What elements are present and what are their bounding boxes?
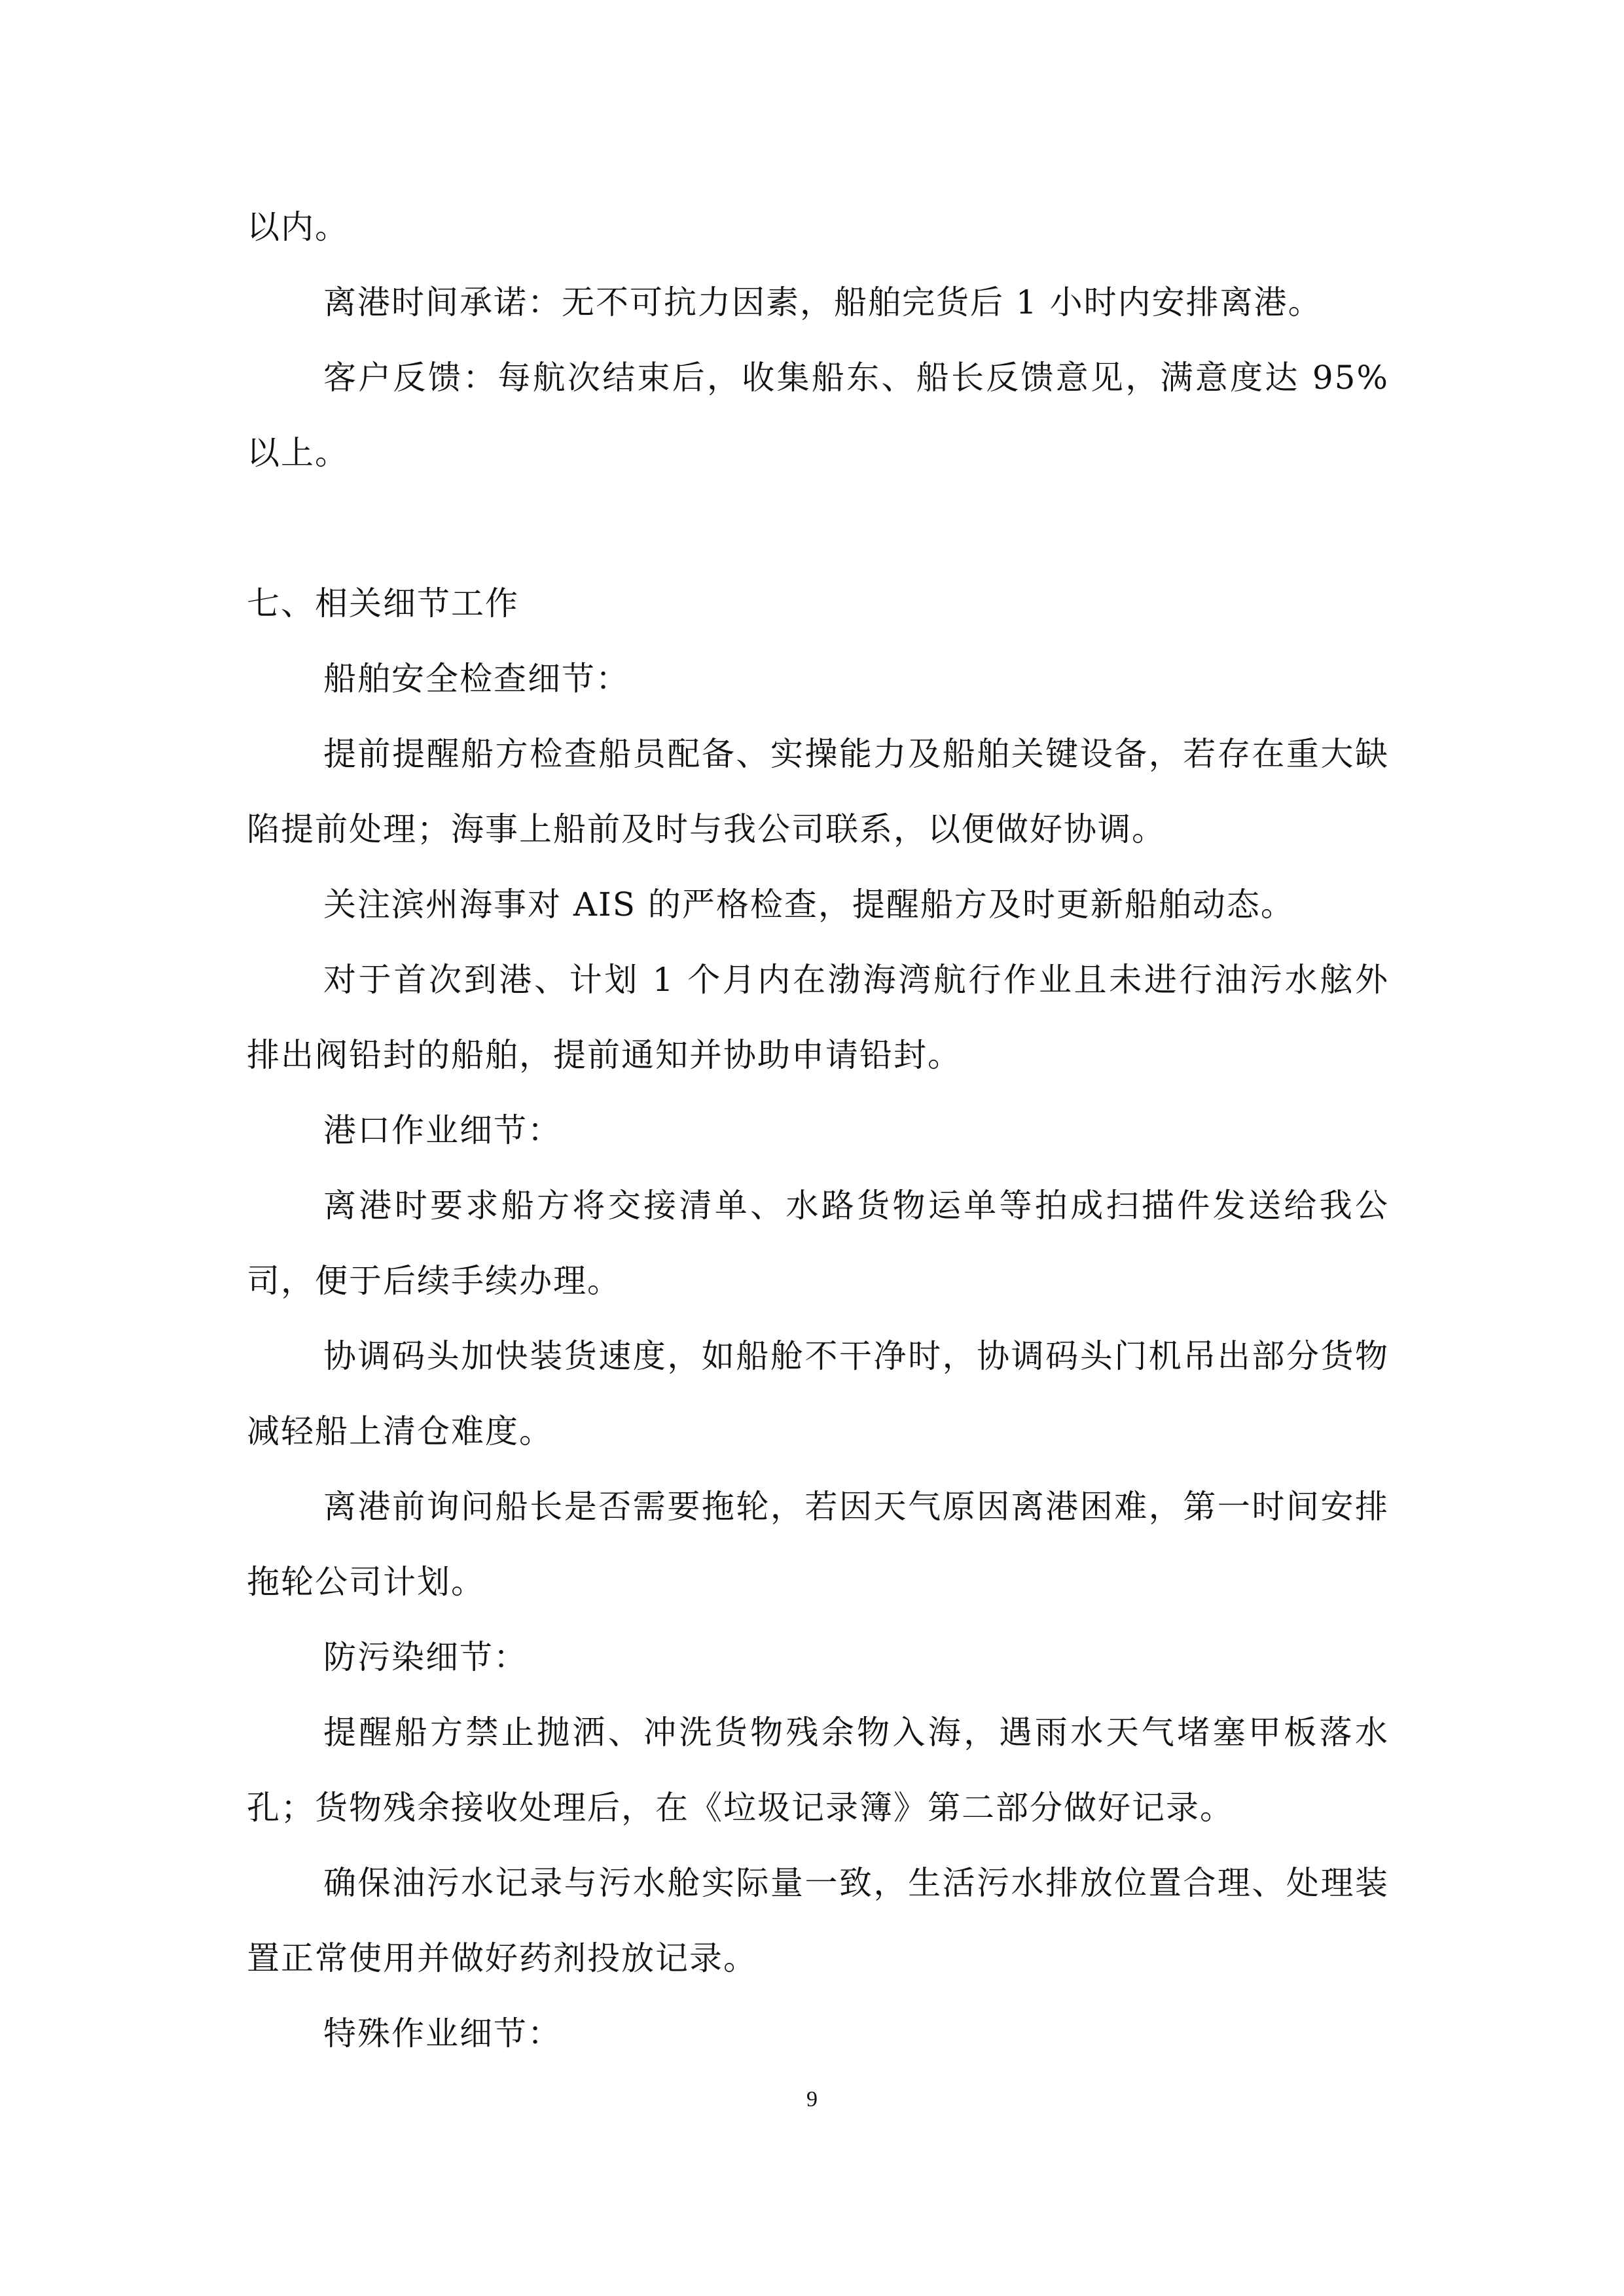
paragraph: 防污染细节： <box>323 1638 528 1676</box>
paragraph: 提前提醒船方检查船员配备、实操能力及船舶关键设备，若存在重大缺陷提前处理；海事上船前及时与我公司联系，以便做好协调。 <box>247 735 1389 848</box>
paragraph: 离港时间承诺：无不可抗力因素，船舶完货后 1 小时内安排离港。 <box>323 283 1322 321</box>
page-number: 9 <box>806 2087 818 2111</box>
paragraph: 协调码头加快装货速度，如船舱不干净时，协调码头门机吊出部分货物减轻船上清仓难度。 <box>247 1337 1389 1450</box>
paragraph: 离港前询问船长是否需要拖轮，若因天气原因离港困难，第一时间安排拖轮公司计划。 <box>247 1488 1389 1601</box>
body-text <box>247 190 1389 2072</box>
paragraph: 关注滨州海事对 AIS 的严格检查，提醒船方及时更新船舶动态。 <box>323 886 1295 924</box>
paragraph: 提醒船方禁止抛洒、冲洗货物残余物入海，遇雨水天气堵塞甲板落水孔；货物残余接收处理后，在《垃圾记录簿》第二部分做好记录。 <box>247 1713 1389 1827</box>
paragraph: 离港时要求船方将交接清单、水路货物运单等拍成扫描件发送给我公司，便于后续手续办理。 <box>247 1187 1389 1300</box>
paragraph: 客户反馈：每航次结束后，收集船东、船长反馈意见，满意度达 95% 以上。 <box>247 359 1389 472</box>
paragraph: 对于首次到港、计划 1 个月内在渤海湾航行作业且未进行油污水舷外排出阀铅封的船舶，提前通知并协助申请铅封。 <box>247 961 1389 1074</box>
paragraph: 以内。 <box>247 208 349 246</box>
section-heading: 七、相关细节工作 <box>247 584 519 622</box>
paragraph: 船舶安全检查细节： <box>323 660 630 698</box>
paragraph: 特殊作业细节： <box>323 2015 562 2053</box>
paragraph: 确保油污水记录与污水舱实际量一致，生活污水排放位置合理、处理装置正常使用并做好药剂投放记录。 <box>247 1864 1389 1977</box>
paragraph: 港口作业细节： <box>323 1111 562 1149</box>
